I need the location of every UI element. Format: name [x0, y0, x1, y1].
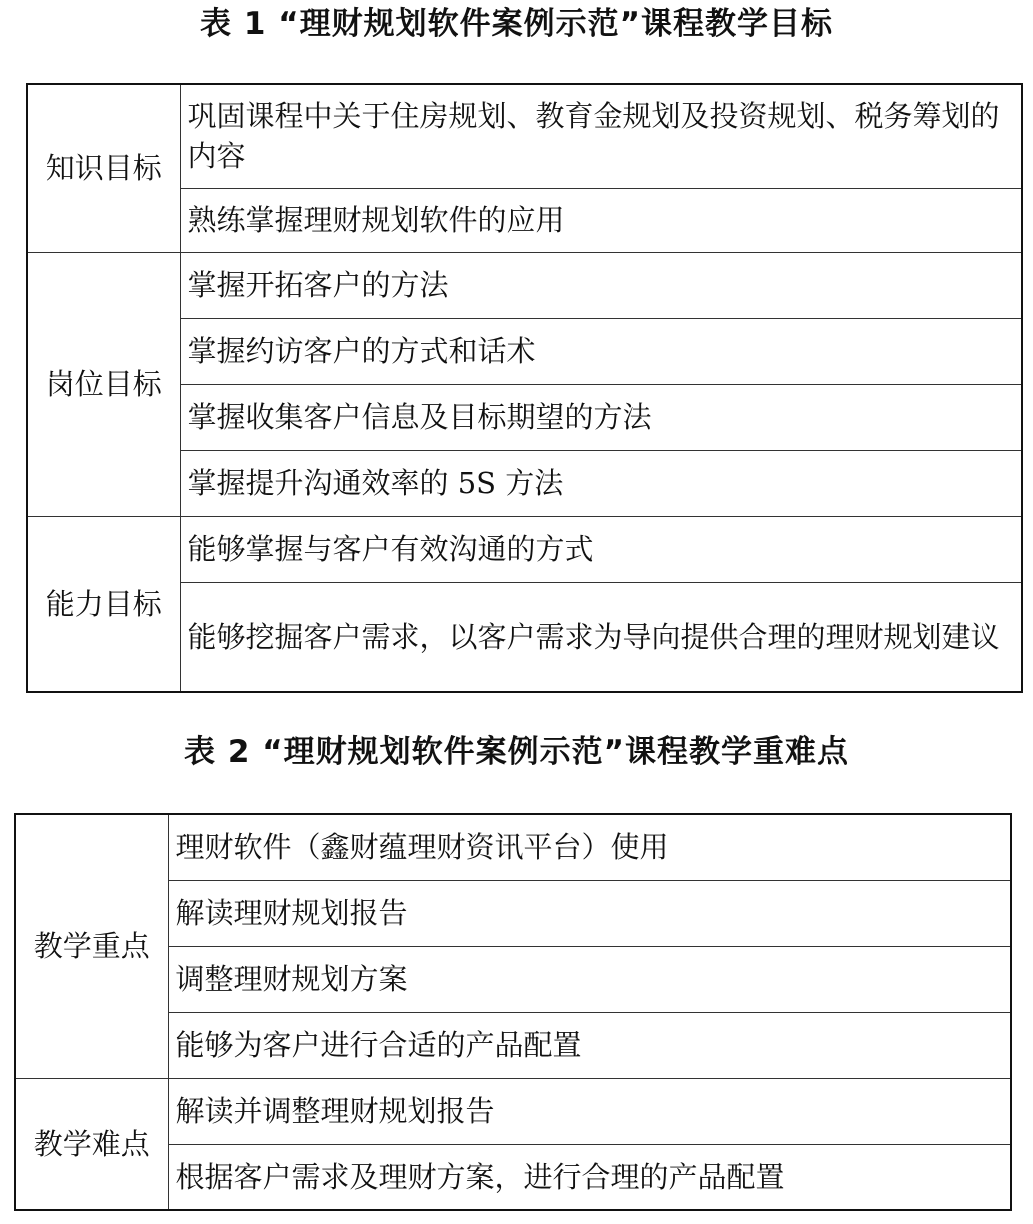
category-cell: 知识目标: [27, 84, 180, 252]
table-row: [15, 814, 1011, 880]
table1-caption: 表 1 “理财规划软件案例示范”课程教学目标: [200, 6, 833, 42]
objective-cell: 掌握开拓客户的方法: [180, 252, 1022, 318]
table-row: [27, 516, 1022, 582]
table-row: [15, 1078, 1011, 1144]
objective-cell: 巩固课程中关于住房规划、教育金规划及投资规划、税务筹划的内容: [180, 84, 1022, 188]
key-point-cell: 理财软件（鑫财蕴理财资讯平台）使用: [168, 814, 1011, 880]
objective-cell: 掌握约访客户的方式和话术: [180, 318, 1022, 384]
category-cell: 岗位目标: [27, 252, 180, 516]
key-point-cell: 调整理财规划方案: [168, 946, 1011, 1012]
table-row: [27, 84, 1022, 188]
objective-cell: 能够挖掘客户需求，以客户需求为导向提供合理的理财规划建议: [180, 582, 1022, 692]
key-point-cell: 能够为客户进行合适的产品配置: [168, 1012, 1011, 1078]
category-cell: 能力目标: [27, 516, 180, 692]
teaching-objectives-table: [26, 83, 1023, 693]
category-cell: 教学重点: [15, 814, 168, 1078]
table-row: [27, 252, 1022, 318]
category-cell: 教学难点: [15, 1078, 168, 1210]
key-point-cell: 解读并调整理财规划报告: [168, 1078, 1011, 1144]
objective-cell: 掌握提升沟通效率的 5S 方法: [180, 450, 1022, 516]
key-point-cell: 根据客户需求及理财方案，进行合理的产品配置: [168, 1144, 1011, 1210]
key-point-cell: 解读理财规划报告: [168, 880, 1011, 946]
objective-cell: 掌握收集客户信息及目标期望的方法: [180, 384, 1022, 450]
objective-cell: 熟练掌握理财规划软件的应用: [180, 188, 1022, 252]
teaching-key-points-table: [14, 813, 1012, 1211]
objective-cell: 能够掌握与客户有效沟通的方式: [180, 516, 1022, 582]
table2-caption: 表 2 “理财规划软件案例示范”课程教学重难点: [184, 734, 849, 770]
